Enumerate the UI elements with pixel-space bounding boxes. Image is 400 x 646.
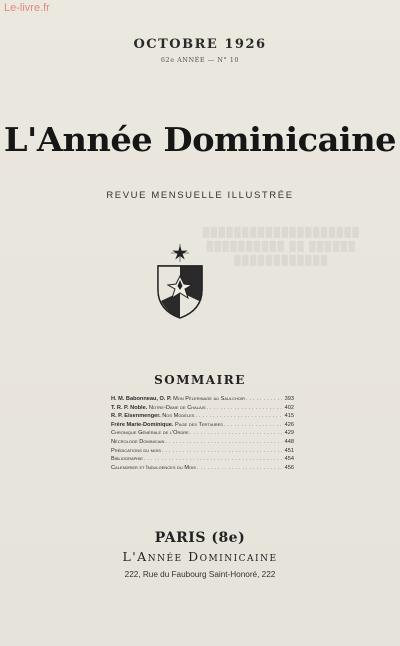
dominican-shield-icon [155,244,205,320]
list-item: T. R. P. Noble. Notre-Dame de Chalais . . . 402 [111,404,294,413]
watermark: Le-livre.fr [4,2,50,14]
sommaire-heading: SOMMAIRE [154,373,246,387]
list-item: Chronique Générale de l'Ordre . . . 429 [111,429,294,438]
list-item: Frère Marie-Dominique. Page des Tertiaires . . . 426 [111,421,294,430]
list-item: H. M. Babonneau, O. P. Mon Pèlerinage au Saulchoir . . . 393 [111,395,294,404]
list-item: R. P. Eisenmenger. Nos Modèles . . . 415 [111,412,294,421]
bleed-through-text: ████████████████████ ██████ ██ ██████████ ████████████ [201,227,359,265]
star-icon [171,244,189,262]
publication-city: PARIS (8e) [154,530,246,546]
issue-number: 62e ANNÉE — N° 10 [160,56,240,64]
table-of-contents [111,395,294,472]
list-item: Nécrologe Dominicain . . . 448 [111,438,294,447]
publisher-name: L'Année Dominicaine [122,549,278,564]
journal-subtitle: REVUE MENSUELLE ILLUSTRÉE [106,190,294,201]
publisher-address: 222, Rue du Faubourg Saint-Honoré, 222 [124,570,276,579]
list-item: Calendrier et Indulgences du Mois . . . 456 [111,464,294,473]
list-item: Prédications du mois . . . 451 [111,447,294,456]
issue-date: OCTOBRE 1926 [133,37,267,52]
journal-title: L'Année Dominicaine [3,120,397,159]
list-item: Bibliographie . . . 454 [111,455,294,464]
